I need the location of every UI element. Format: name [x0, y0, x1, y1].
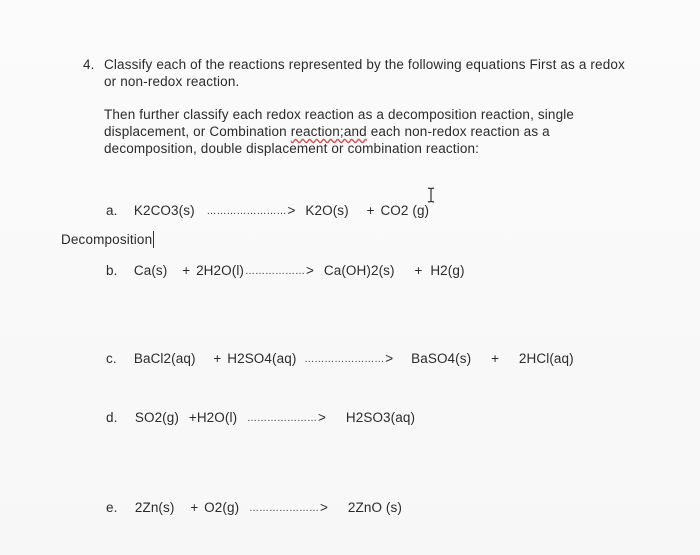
arrow: > — [306, 263, 315, 278]
question-line-1: Classify each of the reactions represented by the following equations First as a redox — [104, 57, 625, 72]
dotted-leader: ………………… — [249, 503, 320, 514]
plus-sign: + — [213, 351, 222, 366]
reactant: BaCl2(aq) — [133, 351, 196, 366]
instructions-paragraph — [104, 106, 664, 157]
reactant: Ca(s) — [133, 263, 168, 278]
reactant: O2(g) — [204, 500, 240, 515]
reaction-e — [106, 499, 402, 517]
product: CO2 (g) — [380, 203, 430, 218]
plus-sign: + — [182, 263, 191, 278]
reactant: +H2O(l) — [188, 410, 238, 425]
reaction-label: a. — [106, 203, 118, 218]
reactant: 2H2O(l) — [196, 263, 245, 278]
arrow: > — [385, 351, 394, 366]
product: 2HCl(aq) — [518, 351, 574, 366]
instructions-line-2-part-a: displacement, or Combination — [104, 124, 291, 139]
reactant: 2Zn(s) — [134, 500, 175, 515]
reaction-b — [106, 262, 465, 280]
product: Ca(OH)2(s) — [323, 263, 395, 278]
reaction-label: d. — [106, 410, 118, 425]
instructions-line-3: decomposition, double displacement or combination reaction: — [104, 141, 480, 156]
reactant: K2CO3(s) — [133, 203, 195, 218]
dotted-leader: ……………… — [245, 266, 306, 277]
reactant: SO2(g) — [134, 410, 179, 425]
reaction-label: b. — [106, 263, 118, 278]
reaction-label: e. — [106, 500, 118, 515]
plus-sign: + — [414, 263, 423, 278]
product: K2O(s) — [305, 203, 349, 218]
arrow: > — [320, 500, 329, 515]
reaction-label: c. — [106, 351, 117, 366]
product: H2(g) — [430, 263, 465, 278]
question-prompt — [104, 56, 664, 90]
reaction-d — [106, 409, 415, 427]
question-number: 4. — [83, 57, 95, 72]
dotted-leader: …………………… — [304, 354, 385, 365]
instructions-line-1: Then further classify each redox reaction as a decomposition reaction, single — [104, 107, 575, 122]
reaction-a — [106, 202, 429, 220]
product: 2ZnO (s) — [347, 500, 402, 515]
instructions-line-2 — [104, 123, 664, 140]
product: H2SO3(aq) — [345, 410, 416, 425]
arrow: > — [287, 203, 296, 218]
product: BaSO4(s) — [411, 351, 472, 366]
plus-sign: + — [491, 351, 500, 366]
dotted-leader: …………………… — [206, 206, 287, 217]
reactant: H2SO4(aq) — [227, 351, 297, 366]
instructions-line-2-part-c: each non-redox reaction as a — [366, 124, 550, 139]
question-line-2: or non-redox reaction. — [104, 74, 240, 89]
arrow: > — [318, 410, 327, 425]
plus-sign: + — [190, 500, 199, 515]
answer-text-field[interactable]: Decomposition — [61, 232, 153, 247]
reaction-c — [106, 350, 574, 368]
text-cursor-icon — [426, 187, 436, 203]
dotted-leader: ………………… — [247, 413, 318, 424]
spellcheck-word: reaction;and — [290, 124, 367, 139]
plus-sign: + — [366, 203, 375, 218]
